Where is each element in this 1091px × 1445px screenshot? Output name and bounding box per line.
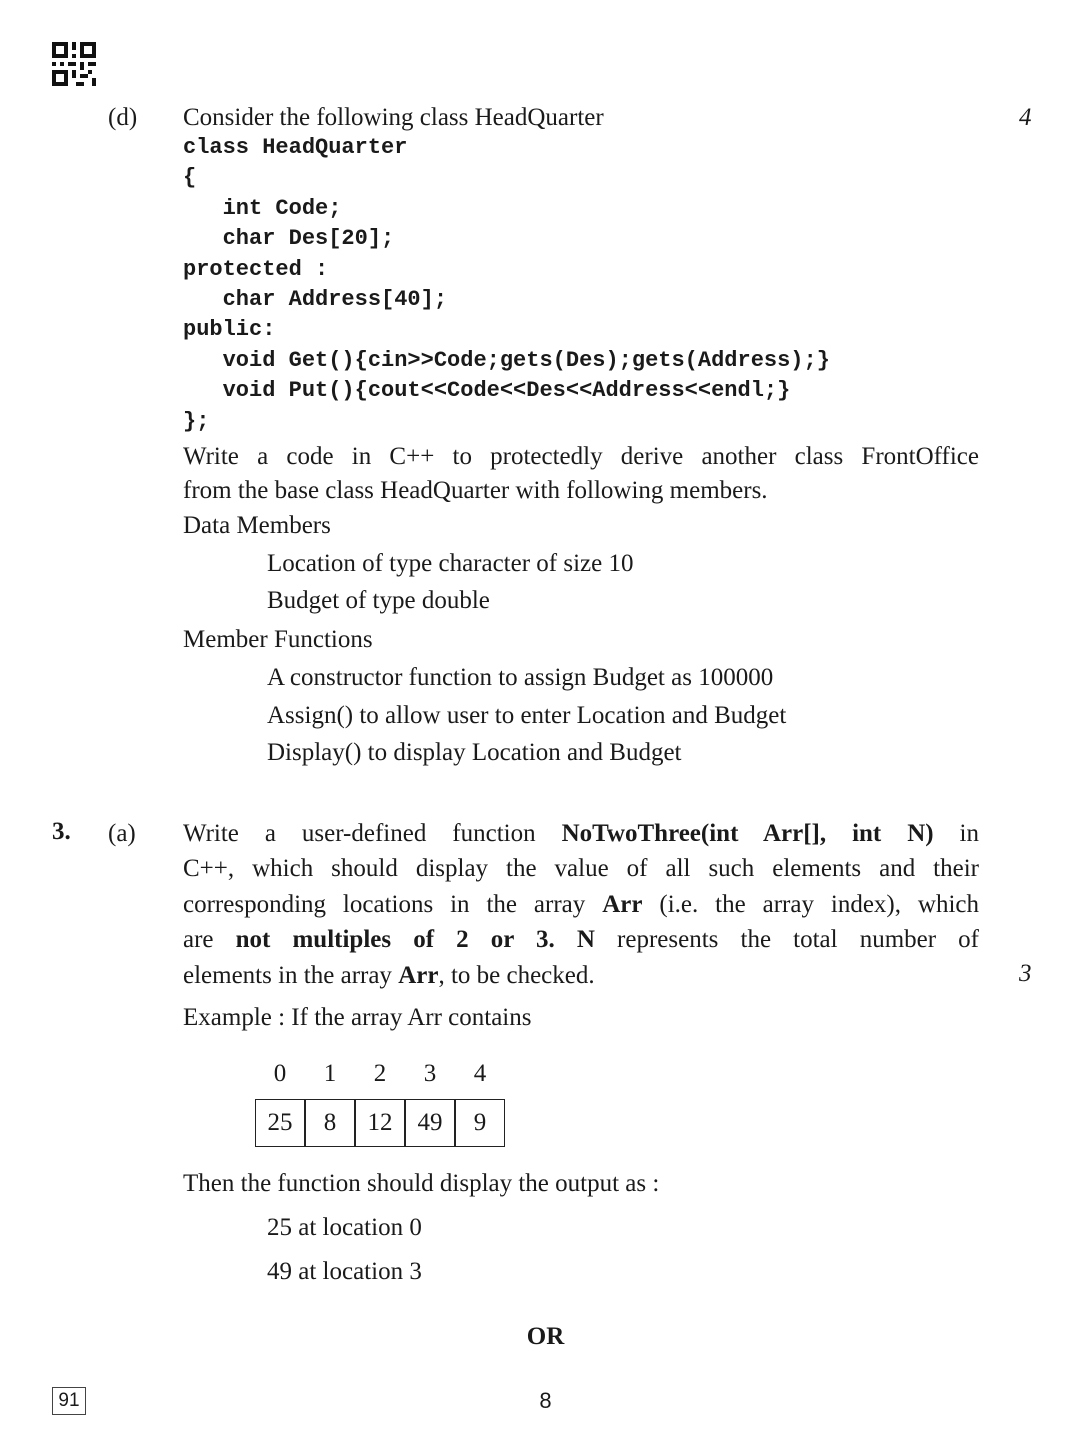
array-cell: 12 bbox=[355, 1099, 405, 1147]
array-cell: 25 bbox=[255, 1099, 305, 1147]
example-text: Example : If the array Arr contains bbox=[183, 1004, 532, 1031]
qr-code-icon bbox=[52, 42, 96, 86]
code-line: protected : bbox=[183, 256, 329, 282]
array-cell: 9 bbox=[455, 1099, 505, 1147]
footer-code: 91 bbox=[58, 1390, 80, 1411]
array-index: 2 bbox=[373, 1060, 387, 1087]
code-line: void Put(){cout<<Code<<Des<<Address<<endl;} bbox=[183, 378, 791, 404]
array-index: 1 bbox=[323, 1060, 337, 1087]
member-function-item: Assign() to allow user to enter Location and Budget bbox=[267, 702, 787, 729]
code-line: char Address[40]; bbox=[183, 287, 448, 312]
or-separator: OR bbox=[526, 1323, 565, 1350]
q3a-line-2: C++, which should display the value of all such elements and their bbox=[183, 855, 979, 882]
member-function-item: A constructor function to assign Budget as 100000 bbox=[267, 664, 774, 691]
array-cell: 49 bbox=[405, 1099, 455, 1147]
q3a-line-1: Write a user-defined function NoTwoThree(int Arr[], int N) in bbox=[183, 820, 979, 847]
page-number: 8 bbox=[539, 1388, 552, 1413]
code-line: void Get(){cin>>Code;gets(Des);gets(Address);} bbox=[183, 347, 830, 373]
marks-q2d: 4 bbox=[1019, 104, 1032, 131]
array-index: 3 bbox=[423, 1060, 437, 1087]
array-illustration bbox=[255, 1060, 510, 1152]
task-line-1: Write a code in C++ to protectedly derive another class FrontOffice bbox=[183, 443, 979, 470]
q3a-line-3: corresponding locations in the array Arr (i.e. the array index), which bbox=[183, 891, 980, 918]
member-functions-heading: Member Functions bbox=[183, 626, 373, 653]
array-index: 0 bbox=[273, 1060, 287, 1087]
array-index: 4 bbox=[473, 1060, 487, 1087]
question-label-a: (a) bbox=[108, 820, 136, 847]
code-line: int Code; bbox=[183, 195, 342, 221]
code-line: class HeadQuarter bbox=[183, 135, 408, 160]
task-line-2: from the base class HeadQuarter with following members. bbox=[183, 477, 768, 504]
code-block bbox=[183, 133, 1003, 443]
member-function-item: Display() to display Location and Budget bbox=[267, 739, 682, 766]
question-label-d: (d) bbox=[108, 104, 138, 131]
output-line: 49 at location 3 bbox=[267, 1258, 422, 1285]
output-line: 25 at location 0 bbox=[267, 1214, 422, 1241]
array-cell: 8 bbox=[305, 1099, 355, 1147]
then-text: Then the function should display the output as : bbox=[183, 1170, 660, 1197]
code-line: { bbox=[183, 165, 197, 191]
q3a-line-5: elements in the array Arr, to be checked. bbox=[183, 962, 595, 989]
question-number: 3. bbox=[52, 818, 71, 845]
code-line: public: bbox=[183, 317, 276, 343]
q3a-line-4: are not multiples of 2 or 3. N represents the total number of bbox=[183, 926, 980, 953]
marks-q3a: 3 bbox=[1019, 960, 1032, 987]
question-intro: Consider the following class HeadQuarter bbox=[183, 104, 604, 131]
code-line: char Des[20]; bbox=[183, 226, 395, 252]
data-member-item: Budget of type double bbox=[267, 587, 490, 614]
code-line: }; bbox=[183, 408, 210, 434]
data-members-heading: Data Members bbox=[183, 512, 331, 539]
data-member-item: Location of type character of size 10 bbox=[267, 550, 634, 577]
